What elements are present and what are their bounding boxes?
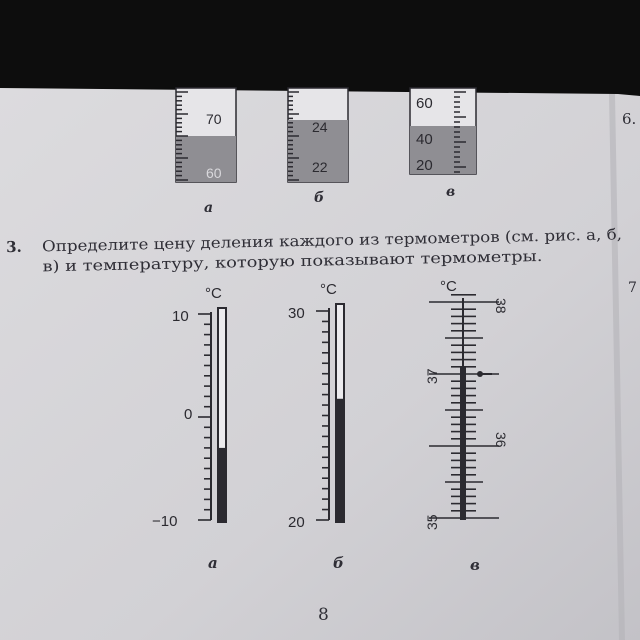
task-line-1: Определите цену деления каждого из термометров (см. рис. а, б, xyxy=(41,226,564,256)
task-line-2: в) и температуру, которую показывают термометры. xyxy=(42,248,464,276)
page-number: 8 xyxy=(318,605,329,625)
thermometer-a-label: а xyxy=(208,554,218,572)
right-margin-mid-number: 7 xyxy=(628,280,637,296)
thermometer-c-36: 36 xyxy=(493,432,509,448)
thermometer-b-top-label: 30 xyxy=(288,305,305,322)
thermometer-b-bottom-label: 20 xyxy=(288,514,305,531)
thermometer-a-mid-label: 0 xyxy=(184,406,193,423)
top-tube-a-label: а xyxy=(204,200,214,216)
thermometer-a-bottom-label: −10 xyxy=(152,513,178,530)
thermometer-a-top-label: 10 xyxy=(172,308,189,325)
thermometer-c-35: 35 xyxy=(424,514,440,530)
top-tube-c-60: 60 xyxy=(416,95,433,112)
top-tube-b-label: б xyxy=(314,190,325,206)
thermometer-c-label: в xyxy=(470,556,480,574)
top-tube-b-upper: 24 xyxy=(312,119,328,135)
thermometer-a-mercury xyxy=(219,448,225,522)
thermometer-c-unit: °C xyxy=(440,278,457,295)
top-tube-c-20: 20 xyxy=(416,157,433,174)
thermometer-b-label: б xyxy=(333,554,344,572)
top-tube-c-40: 40 xyxy=(416,131,433,148)
top-tube-a-lower: 60 xyxy=(206,165,222,181)
thermometer-a-unit: °C xyxy=(205,285,222,302)
thermometer-b-unit: °C xyxy=(320,281,337,298)
task-number: 3. xyxy=(5,237,22,257)
top-tube-a-upper: 70 xyxy=(206,111,222,127)
top-tube-b-lower: 22 xyxy=(312,159,328,175)
top-tube-c-label: в xyxy=(446,184,456,200)
thermometer-b-mercury xyxy=(337,399,343,522)
thermometer-c-38: 38 xyxy=(493,298,509,314)
thermometer-c-pointer-dot xyxy=(477,371,483,377)
thermometer-c-37: 37 xyxy=(424,368,440,384)
right-margin-top-number: 6. xyxy=(622,110,637,128)
